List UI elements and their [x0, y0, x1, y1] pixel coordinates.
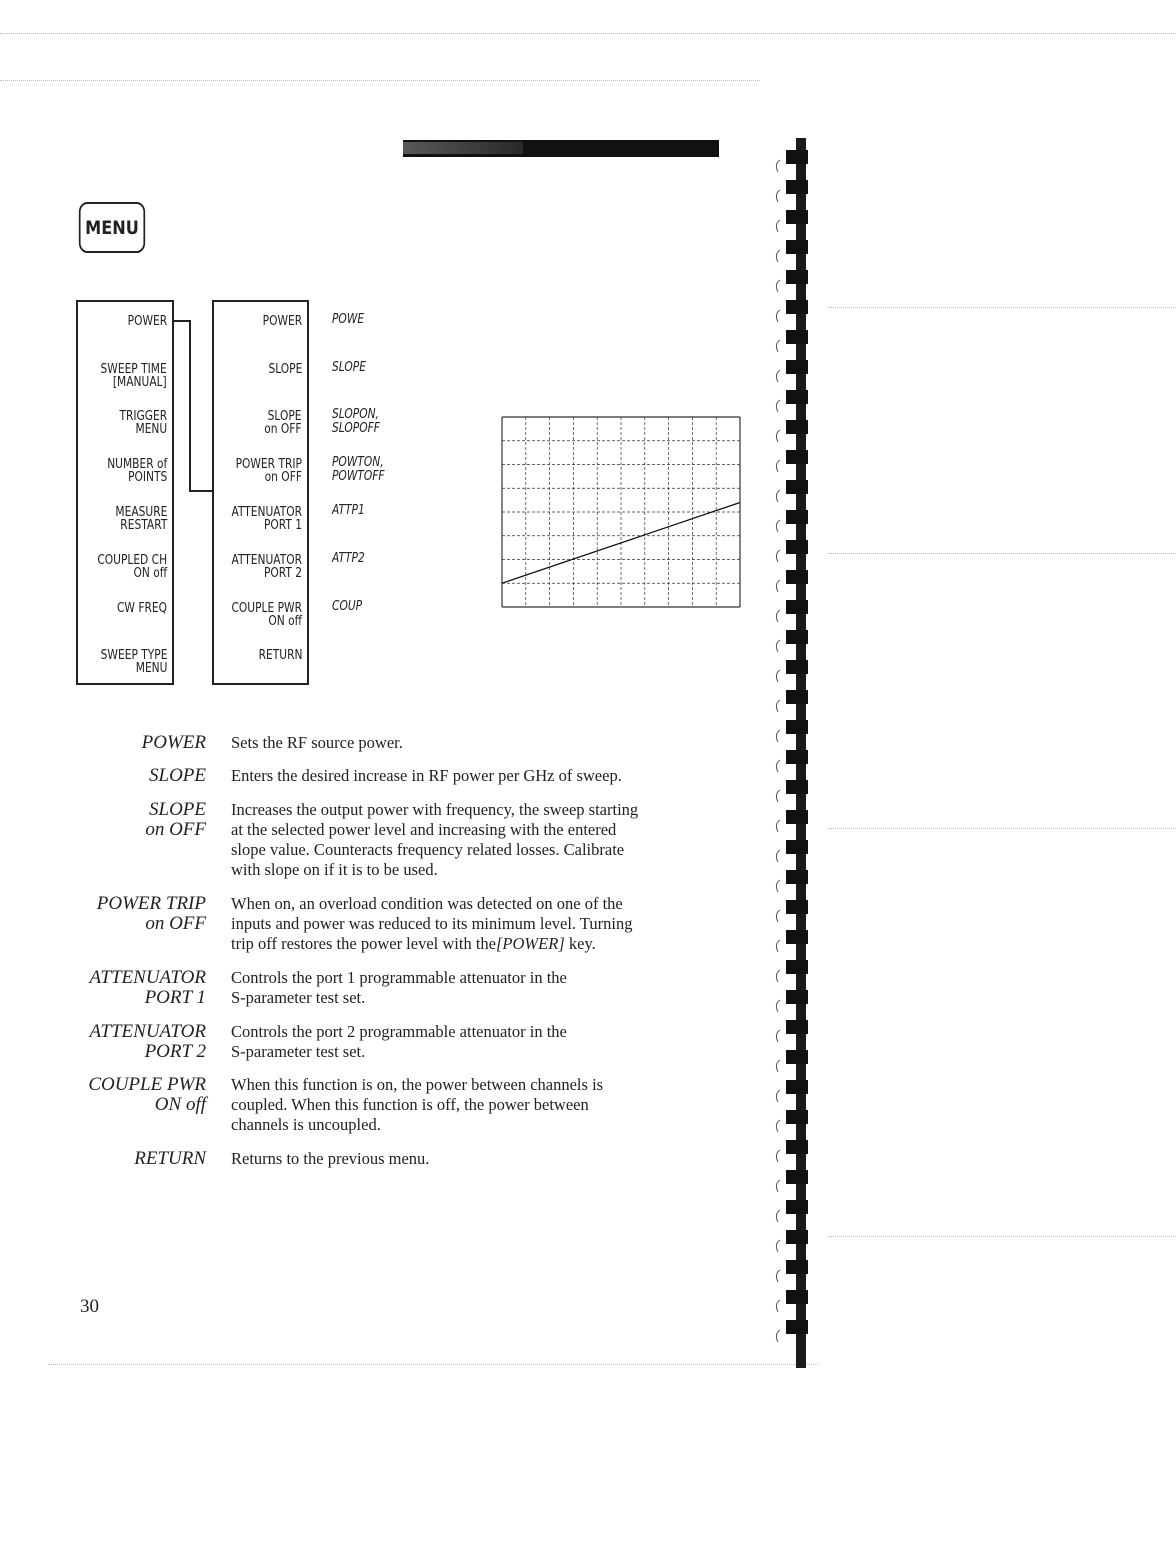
softkey-attenuator-port1[interactable]: ATTENUATOR PORT 1 [231, 505, 302, 533]
desc-text-power: Sets the RF source power. [231, 733, 403, 752]
binding-hook [776, 1270, 780, 1282]
binding-ring [786, 300, 808, 314]
softkey-return[interactable]: RETURN [258, 648, 302, 663]
desc-term-power-trip: POWER TRIP on OFF [96, 893, 206, 934]
softkey-trigger-menu[interactable]: TRIGGER MENU [119, 409, 167, 437]
scan-edge-right-2 [828, 553, 1176, 554]
binding-ring [786, 750, 808, 764]
binding-hook [776, 1300, 780, 1312]
binding-hook [776, 580, 780, 592]
scan-edge-bottom [48, 1364, 818, 1365]
binding-ring [786, 600, 808, 614]
binding-hook [776, 550, 780, 562]
binding-hook [776, 730, 780, 742]
binding-hook [776, 640, 780, 652]
desc-text-slope: Enters the desired increase in RF power per GHz of sweep. [231, 766, 622, 785]
binding-ring [786, 1230, 808, 1244]
chart-grid [502, 417, 740, 607]
binding-hook [776, 280, 780, 292]
binding-hook [776, 1060, 780, 1072]
binding-ring [786, 420, 808, 434]
binding-hook [776, 190, 780, 202]
binding-hook [776, 1120, 780, 1132]
desc-text-power-trip [231, 894, 751, 954]
binding-ring [786, 570, 808, 584]
binding-ring [786, 900, 808, 914]
binding-hook [776, 970, 780, 982]
binding-hook [776, 160, 780, 172]
binding-ring [786, 390, 808, 404]
desc-text-couple-pwr: When this function is on, the power between channels is coupled. When this function is off, the power between channels is uncoupled. [231, 1075, 604, 1134]
binding-ring [786, 1320, 808, 1334]
power-slope-display [480, 395, 742, 620]
spiral-binding [758, 138, 820, 1368]
softkey-number-of-points[interactable]: NUMBER of POINTS [106, 457, 167, 485]
binding-hook [776, 310, 780, 322]
menu-hardkey[interactable] [79, 202, 145, 253]
binding-hook [776, 1000, 780, 1012]
softkey-cw-freq[interactable]: CW FREQ [116, 601, 167, 616]
mnemonic-coup: COUP [332, 599, 363, 614]
mnemonic-attp1: ATTP1 [332, 503, 365, 518]
binding-ring [786, 1020, 808, 1034]
softkey-coupled-ch[interactable]: COUPLED CH ON off [97, 553, 167, 581]
mnemonic-attp2: ATTP2 [332, 551, 365, 566]
binding-hook [776, 460, 780, 472]
binding-ring [786, 1170, 808, 1184]
mnemonic-slopon: SLOPON, SLOPOFF [332, 407, 380, 436]
binding-hook [776, 670, 780, 682]
binding-ring [786, 690, 808, 704]
desc-term-power: POWER [141, 732, 206, 753]
binding-ring [786, 270, 808, 284]
binding-ring [786, 660, 808, 674]
binding-hook [776, 820, 780, 832]
scan-edge-top [0, 33, 1176, 34]
binding-ring [786, 540, 808, 554]
softkey-slope[interactable]: SLOPE [268, 362, 302, 377]
mnemonic-powton: POWTON, POWTOFF [332, 455, 385, 484]
page-number: 30 [80, 1296, 99, 1317]
binding-hook [776, 850, 780, 862]
binding-hook [776, 370, 780, 382]
menu-connector-line [174, 313, 212, 493]
softkey-power-level[interactable]: POWER [262, 314, 302, 329]
binding-hook [776, 400, 780, 412]
binding-ring [786, 150, 808, 164]
softkey-sweep-time[interactable]: SWEEP TIME [MANUAL] [100, 362, 167, 390]
binding-hook [776, 940, 780, 952]
softkey-attenuator-port2[interactable]: ATTENUATOR PORT 2 [231, 553, 302, 581]
desc-text-return: Returns to the previous menu. [231, 1149, 430, 1168]
desc-text-slope-on-off: Increases the output power with frequency, the sweep starting at the selected power level and increasing with the entered slope value. Counteracts frequency related losses. Calibrate with slope on if it is to be used. [231, 800, 639, 879]
binding-ring [786, 1080, 808, 1094]
binding-ring [786, 1110, 808, 1124]
binding-ring [786, 960, 808, 974]
binding-hook [776, 1210, 780, 1222]
binding-ring [786, 480, 808, 494]
binding-ring [786, 360, 808, 374]
softkey-measure-restart[interactable]: MEASURE RESTART [115, 505, 167, 533]
binding-hook [776, 910, 780, 922]
binding-ring [786, 450, 808, 464]
desc-text-power-trip-body: When on, an overload condition was detected on one of the inputs and power was reduced to its minimum level. Turning trip off restores the power level with the [231, 894, 633, 953]
softkey-sweep-type-menu[interactable]: SWEEP TYPE MENU [100, 648, 167, 676]
binding-ring [786, 870, 808, 884]
binding-ring [786, 330, 808, 344]
main-softkey-menu [76, 300, 174, 685]
header-bar [403, 140, 719, 157]
binding-hook [776, 1330, 780, 1342]
binding-hook [776, 700, 780, 712]
desc-term-attenuator-port2: ATTENUATOR PORT 2 [89, 1021, 206, 1062]
binding-hook [776, 760, 780, 772]
binding-ring [786, 1050, 808, 1064]
binding-hook [776, 610, 780, 622]
binding-hook [776, 1150, 780, 1162]
binding-ring [786, 840, 808, 854]
softkey-power-trip[interactable]: POWER TRIP on OFF [235, 457, 302, 485]
binding-hook [776, 1240, 780, 1252]
binding-ring [786, 780, 808, 794]
menu-hardkey-label: MENU [85, 216, 139, 239]
binding-hook [776, 430, 780, 442]
desc-term-slope: SLOPE [149, 765, 206, 786]
binding-hook [776, 1090, 780, 1102]
binding-ring [786, 990, 808, 1004]
desc-term-slope-on-off: SLOPE on OFF [145, 799, 206, 840]
power-softkey-menu [212, 300, 309, 685]
scan-edge-right-1 [828, 307, 1176, 308]
binding-hook [776, 520, 780, 532]
scan-edge-top-2 [0, 80, 760, 81]
scan-edge-right-3 [828, 828, 1176, 829]
binding-ring [786, 630, 808, 644]
binding-hook [776, 220, 780, 232]
desc-text-attenuator-port2: Controls the port 2 programmable attenuator in the S-parameter test set. [231, 1022, 567, 1061]
binding-ring [786, 1200, 808, 1214]
binding-ring [786, 810, 808, 824]
binding-ring [786, 240, 808, 254]
mnemonic-powe: POWE [332, 312, 365, 327]
scan-edge-right-4 [828, 1236, 1176, 1237]
binding-hook [776, 1030, 780, 1042]
binding-ring [786, 1260, 808, 1274]
desc-text-power-trip-tail: key. [564, 934, 596, 953]
binding-ring [786, 930, 808, 944]
mnemonic-slope: SLOPE [332, 360, 366, 375]
softkey-slope-on-off[interactable]: SLOPE on OFF [264, 409, 302, 437]
binding-hook [776, 880, 780, 892]
binding-ring [786, 210, 808, 224]
binding-ring [786, 720, 808, 734]
binding-ring [786, 510, 808, 524]
binding-hook [776, 790, 780, 802]
binding-ring [786, 180, 808, 194]
softkey-couple-pwr[interactable]: COUPLE PWR ON off [231, 601, 302, 629]
desc-term-attenuator-port1: ATTENUATOR PORT 1 [89, 967, 206, 1008]
desc-text-attenuator-port1: Controls the port 1 programmable attenuator in the S-parameter test set. [231, 968, 567, 1007]
binding-hook [776, 490, 780, 502]
binding-hook [776, 1180, 780, 1192]
desc-term-couple-pwr: COUPLE PWR ON off [88, 1074, 206, 1115]
power-hardkey-ref: [POWER] [496, 934, 565, 953]
binding-hook [776, 340, 780, 352]
desc-term-return: RETURN [134, 1148, 206, 1169]
binding-ring [786, 1140, 808, 1154]
binding-ring [786, 1290, 808, 1304]
softkey-power[interactable]: POWER [127, 314, 167, 329]
binding-hook [776, 250, 780, 262]
